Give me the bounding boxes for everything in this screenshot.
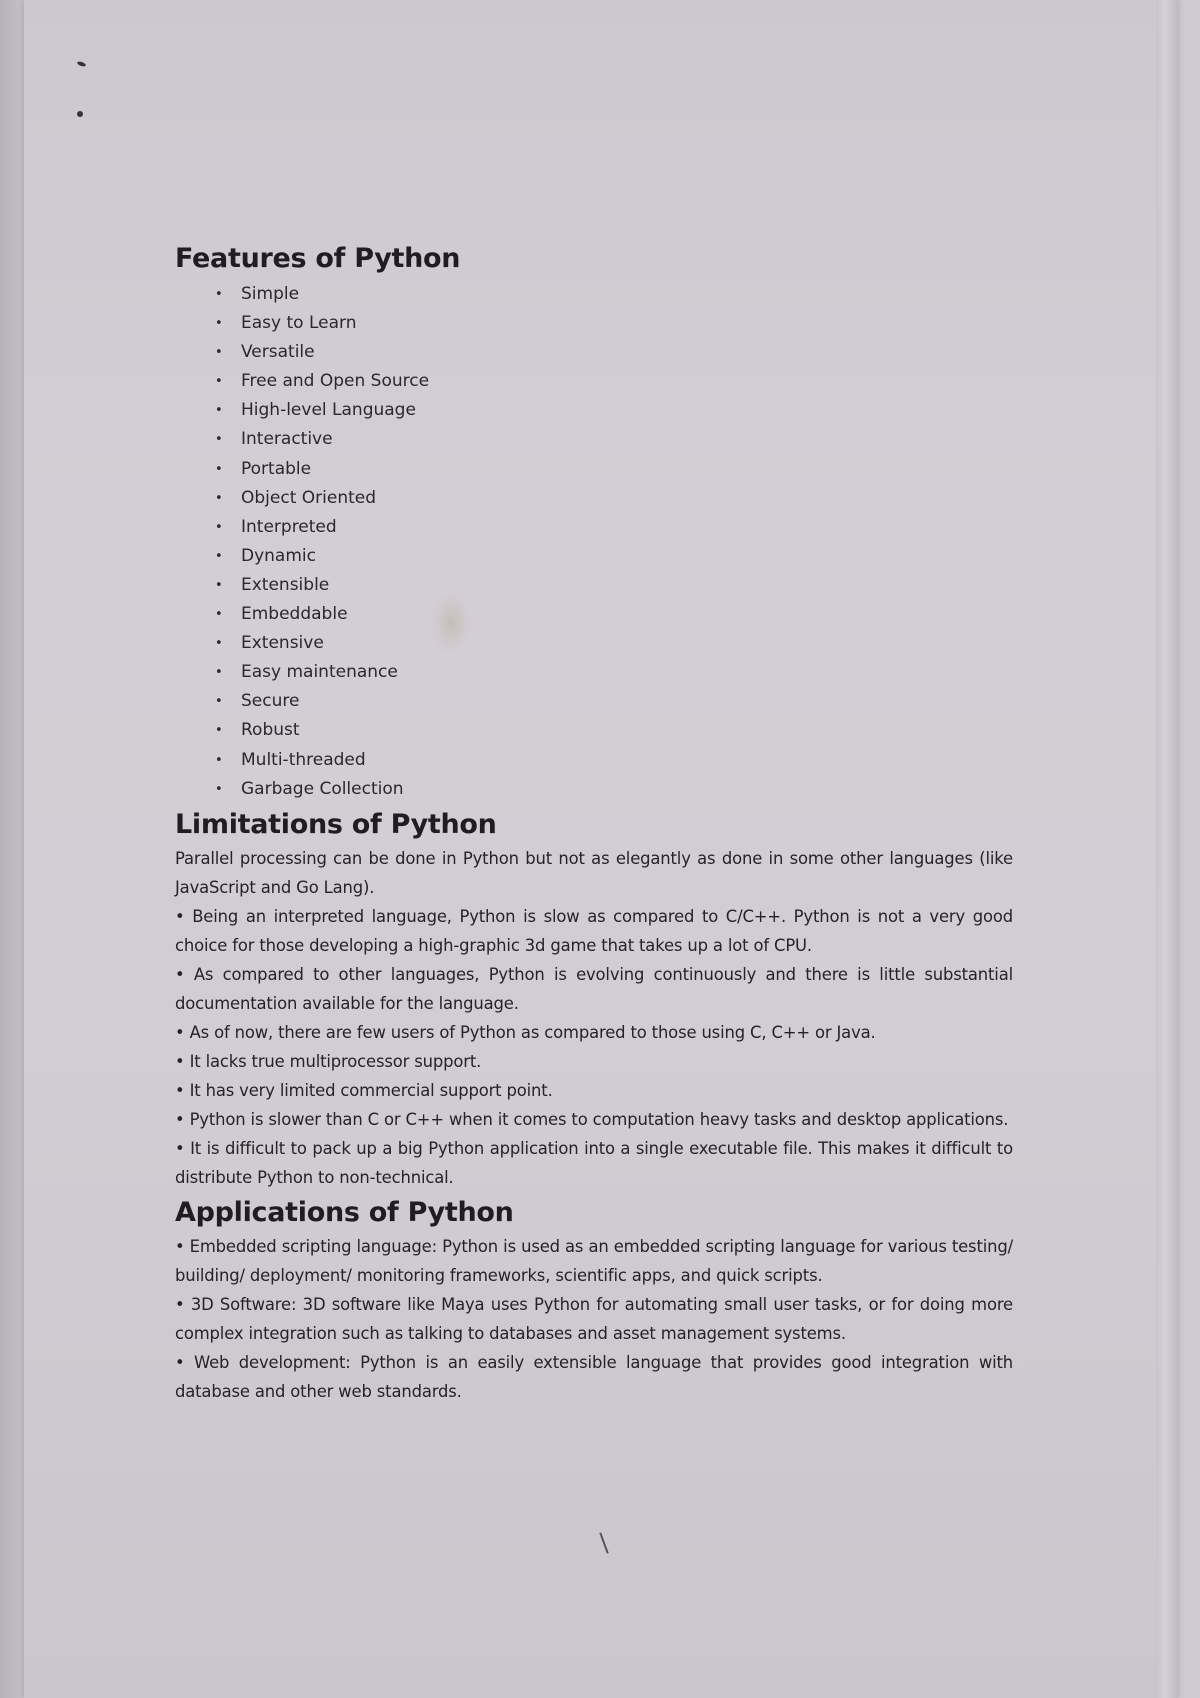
list-item: • Free and Open Source (215, 367, 1013, 396)
list-item: • Simple (215, 280, 1013, 309)
ink-speck-mark (77, 111, 83, 117)
page-edge-shadow (1156, 0, 1178, 1698)
list-item: • Easy maintenance (215, 658, 1013, 687)
list-item: • Easy to Learn (215, 309, 1013, 338)
list-item: • Object Oriented (215, 484, 1013, 513)
limitation-paragraph: • It lacks true multiprocessor support. (175, 1051, 482, 1071)
application-paragraph: • Web development: Python is an easily extensible language that provides good integration with database and other web standards. (175, 1352, 1013, 1401)
list-item: • Interpreted (215, 513, 1013, 542)
list-item: • Embeddable (215, 600, 1013, 629)
list-item: • Extensive (215, 629, 1013, 658)
list-item: • Secure (215, 687, 1013, 716)
limitation-paragraph: • It has very limited commercial support point. (175, 1080, 553, 1100)
list-item: • Garbage Collection (215, 775, 1013, 804)
list-item: • Multi-threaded (215, 746, 1013, 775)
limitations-heading: Limitations of Python (175, 808, 497, 840)
limitation-paragraph: Parallel processing can be done in Python but not as elegantly as done in some other languages (like JavaScript and Go Lang). (175, 848, 1013, 897)
list-item: • Interactive (215, 425, 1013, 454)
application-paragraph: • 3D Software: 3D software like Maya uses Python for automating small user tasks, or for doing more complex integration such as talking to databases and asset management systems. (175, 1294, 1013, 1343)
limitation-paragraph: • As compared to other languages, Python is evolving continuously and there is little substantial documentation available for the language. (175, 964, 1013, 1013)
application-paragraph: • Embedded scripting language: Python is used as an embedded scripting language for various testing/ building/ deployment/ monitoring frameworks, scientific apps, and quick scripts. (175, 1236, 1013, 1285)
document-content (175, 240, 1013, 1406)
limitation-paragraph: • As of now, there are few users of Python as compared to those using C, C++ or Java. (175, 1022, 876, 1042)
list-item: • Dynamic (215, 542, 1013, 571)
limitation-paragraph: • Being an interpreted language, Python is slow as compared to C/C++. Python is not a very good choice for those developing a high-graphic 3d game that takes up a lot of CPU. (175, 906, 1013, 955)
list-item: • Extensible (215, 571, 1013, 600)
list-item: • Portable (215, 455, 1013, 484)
limitation-paragraph: • Python is slower than C or C++ when it comes to computation heavy tasks and desktop applications. (175, 1109, 1009, 1129)
features-heading: Features of Python (175, 243, 461, 274)
features-list (175, 280, 1013, 804)
limitation-paragraph: • It is difficult to pack up a big Python application into a single executable file. This makes it difficult to distribute Python to non-technical. (175, 1138, 1013, 1187)
list-item: • Versatile (215, 338, 1013, 367)
list-item: • Robust (215, 716, 1013, 745)
list-item: • High-level Language (215, 396, 1013, 425)
applications-heading: Applications of Python (175, 1196, 514, 1228)
